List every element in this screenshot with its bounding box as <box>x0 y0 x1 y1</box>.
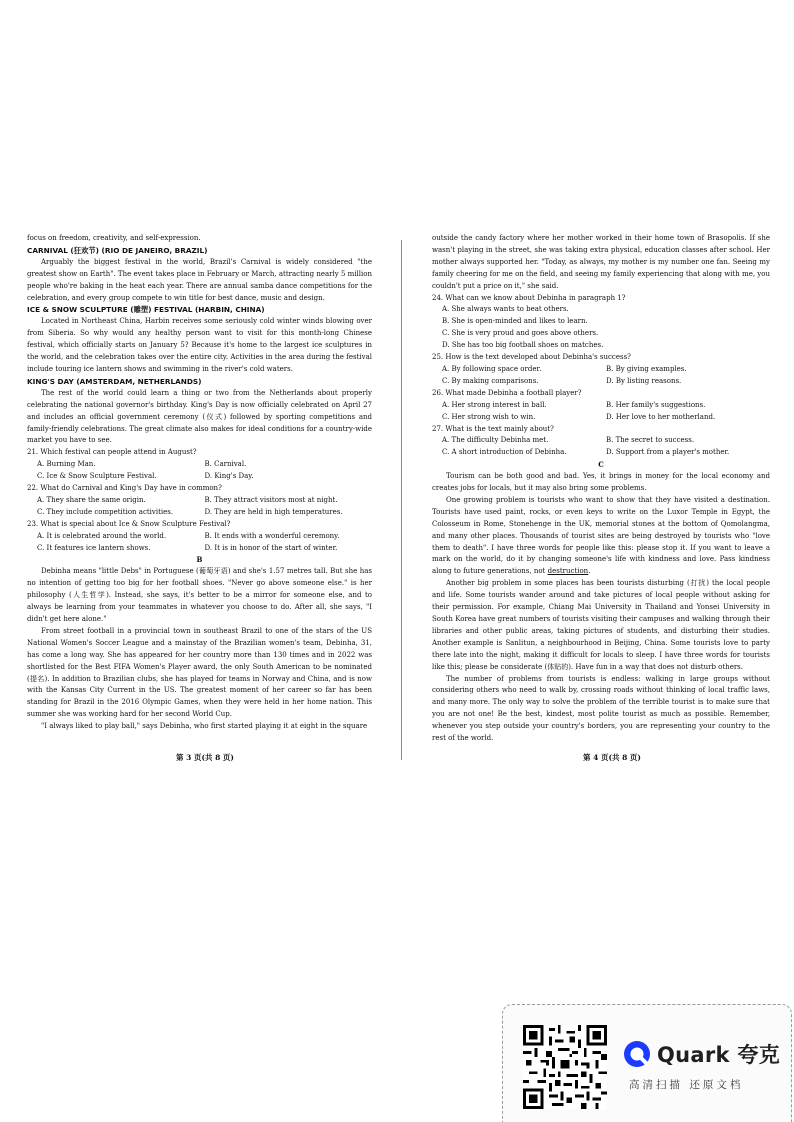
option: D. They are held in high temperatures. <box>204 507 343 516</box>
question-21-options <box>27 459 372 483</box>
ice-festival-paragraph: Located in Northeast China, Harbin receives some seriously cold winter winds blowing over from Siberia. So why would any healthy person want to visit for this month-long Chinese festival, which officially starts on January 5? Because it's home to the largest ice sculptures in the world, and the celebration takes over the entire city. Activities in the area during the festival include touring ice lantern shows and swimming in the river's cold waters. <box>27 317 372 373</box>
question-23-options <box>27 531 372 555</box>
question-21: 21. Which festival can people attend in August? <box>27 448 197 457</box>
question-27: 27. What is the text mainly about? <box>432 424 554 433</box>
option: B. By giving examples. <box>606 364 687 373</box>
option: A. The difficulty Debinha met. <box>442 436 549 445</box>
option: B. They attract visitors most at night. <box>204 495 338 504</box>
passage-b-continuation: outside the candy factory where her mother worked in their home town of Brasopolis. If she wasn't playing in the street, she was taking extra physical, education classes after school. Her mother always supported her. "Today, as always, my mother is my number one fan. Seeing my family cheering for me on the field, and seeing my family experiencing that along with me, you couldn't put a price on it," she said. <box>432 234 770 290</box>
qr-code-icon <box>523 1025 607 1109</box>
carnival-paragraph: Arguably the biggest festival in the world, Brazil's Carnival is widely considered "the greatest show on Earth". The event takes place in February or March, attracting nearly 5 million people who're baking in the heat each year. There are annual samba dance competitions for the celebration, and every group compete to win title for best dance, music and design. <box>27 257 372 302</box>
page-divider <box>401 240 402 760</box>
option: C. A short introduction of Debinha. <box>442 448 567 457</box>
option: D. She has too big football shoes on matches. <box>442 341 604 350</box>
question-23: 23. What is special about Ice & Snow Sculpture Festival? <box>27 519 231 528</box>
option: D. Her love to her motherland. <box>606 412 716 421</box>
passage-c-paragraph <box>432 495 770 578</box>
passage-c-paragraph: Another big problem in some places has been tourists disturbing (打扰) the local people and life. Some tourists wander around and take pictures of local people without asking for their permission. For example, Chiang Mai University in Thailand and Yonsei University in South Korea have great numbers of tourists visiting their campuses and walking through their libraries and other public areas, taking pictures of students, and disturbing their studies. Another example is Sanlitun, a neighbourhood in Beijing, China. Some tourists love to party there late into the night, making it difficult for locals to sleep. I have three words for tourists like this; please be considerate (体贴的). Have fun in a way that does not disturb others. <box>432 579 770 671</box>
passage-c-paragraph: Tourism can be both good and bad. Yes, it brings in money for the local economy and creates jobs for locals, but it may also bring some problems. <box>432 472 770 493</box>
page-number-right: 第 4 页(共 8 页) <box>583 753 641 762</box>
passage-c-text: One growing problem is tourists who want to show that they have visited a destination. Tourists have used paint, rocks, or even keys to write on the Luxor Temple in Egypt, the Colosseum in Rome, Stonehenge in the UK, memorial stones at the bottom of Qomolangma, and many other places. Thousands of tourist sites are being destroyed by tourists who "love them to death". I have three words for people like this: please stop it. If you want to leave a mark on the world, do it by changing someone's life with kindness and love. Pass kindness along to future generations, not <box>432 495 770 576</box>
question-27-options <box>432 435 770 459</box>
page-number-left: 第 3 页(共 8 页) <box>176 753 234 762</box>
question-26-options <box>432 400 770 424</box>
question-22: 22. What do Carnival and King's Day have in common? <box>27 484 222 493</box>
question-25-options <box>432 364 770 388</box>
option: B. Her family's suggestions. <box>606 400 706 409</box>
option: D. By listing reasons. <box>606 376 682 385</box>
option: C. Ice & Snow Sculpture Festival. <box>37 472 157 481</box>
question-24: 24. What can we know about Debinha in paragraph 1? <box>432 293 626 302</box>
option: C. They include competition activities. <box>37 507 174 516</box>
carnival-heading: CARNIVAL (狂欢节) (RIO DE JANEIRO, BRAZIL) <box>27 245 208 255</box>
option: D. Support from a player's mother. <box>606 448 730 457</box>
option: A. Burning Man. <box>37 460 96 469</box>
question-25: 25. How is the text developed about Debinha's success? <box>432 353 631 362</box>
option: B. The secret to success. <box>606 436 695 445</box>
left-page-column <box>27 233 372 733</box>
option: B. Carnival. <box>204 460 247 469</box>
option: C. By making comparisons. <box>442 376 539 385</box>
option: C. Her strong wish to win. <box>442 412 536 421</box>
quark-scan-watermark <box>502 1004 792 1122</box>
passage-b-paragraph: Debinha means "little Debs" in Portuguese (葡萄牙语) and she's 1.57 metres tall. But she has no intention of getting too big for her football shoes. "Never go above someone else." is her philosophy (人生哲学). Instead, she says, it's better to be a mirror for someone else, and to always be learning from your teammates in whatever you choose to do. After all, she says, "I didn't get here alone." <box>27 567 372 623</box>
option: D. King's Day. <box>204 472 254 481</box>
kings-day-paragraph: The rest of the world could learn a thing or two from the Netherlands about properly celebrating the national governor's birthday. King's Day is now officially celebrated on April 27 and includes an official government ceremony (仪式) followed by sporting competitions and family-friendly celebrations. The great climate also makes for ideal conditions for a country-wide market you have to see. <box>27 388 372 445</box>
kings-day-heading: KING'S DAY (AMSTERDAM, NETHERLANDS) <box>27 376 202 386</box>
question-22-options <box>27 495 372 519</box>
option: A. Her strong interest in ball. <box>442 400 547 409</box>
option: C. It features ice lantern shows. <box>37 543 151 552</box>
option: A. It is celebrated around the world. <box>37 531 167 540</box>
option: C. She is very proud and goes above others. <box>442 329 599 338</box>
underlined-word: destruction <box>547 567 589 576</box>
option: A. By following space order. <box>442 364 542 373</box>
section-b-heading: B <box>196 555 203 565</box>
quark-brand <box>623 1039 780 1069</box>
option: B. It ends with a wonderful ceremony. <box>204 531 340 540</box>
option: B. She is open-minded and likes to learn. <box>442 317 588 326</box>
passage-b-paragraph: From street football in a provincial town in southeast Brazil to one of the stars of the US National Women's Soccer League and a mainstay of the Brazilian women's team, Debinha, 31, has come a long way. She has appeared for her country more than 130 times and in 2022 was shortlisted for the Best FIFA Women's Player award, the only South American to be nominated (提名). In addition to Brazilian clubs, she has played for teams in Norway and China, and is now with the Kansas City Current in the US. The greatest moment of her career so far has been standing for Brazil in the 2016 Olympic Games, when they were held in her home nation. This summer she was working hard for her second World Cup. <box>27 626 372 719</box>
question-24-options <box>432 304 770 352</box>
right-page-column <box>432 233 770 745</box>
quark-brand-name: Quark 夸克 <box>657 1043 781 1067</box>
question-26: 26. What made Debinha a football player? <box>432 388 582 397</box>
passage-c-paragraph: The number of problems from tourists is endless: walking in large groups without considering others who need to walk by, crossing roads without thinking of local traffic laws, and many more. The only way to solve the problem of the terrible tourist is to make sure that you are not one! Be the best, kindest, most polite tourist as much as possible. Remember, whenever you step outside your country's borders, you are representing your country to the rest of the world. <box>432 674 770 743</box>
passage-b-paragraph: "I always liked to play ball," says Debinha, who first started playing it at eight in the square <box>41 722 368 731</box>
intro-tail: focus on freedom, creativity, and self-expression. <box>27 234 201 242</box>
quark-logo-icon <box>623 1040 651 1068</box>
section-c-heading: C <box>598 460 604 470</box>
quark-tagline: 高清扫描 还原文档 <box>629 1079 744 1091</box>
option: A. She always wants to beat others. <box>442 305 569 314</box>
option: D. It is in honor of the start of winter. <box>204 543 338 552</box>
passage-c-text: . <box>588 567 591 576</box>
option: A. They share the same origin. <box>37 495 146 504</box>
ice-festival-heading: ICE & SNOW SCULPTURE (雕塑) FESTIVAL (HARBIN, CHINA) <box>27 305 265 315</box>
